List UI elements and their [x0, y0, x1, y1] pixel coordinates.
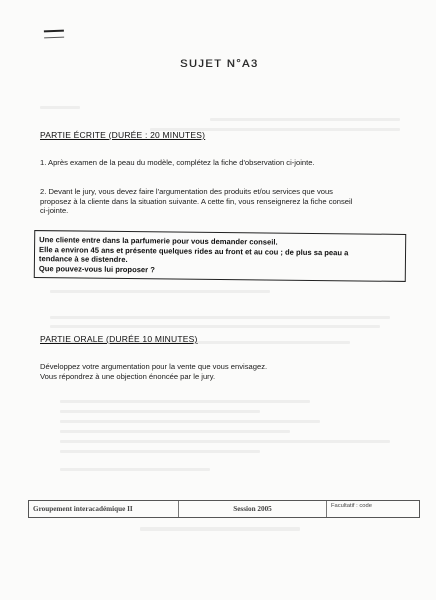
written-item-2	[40, 187, 412, 216]
oral-instructions	[40, 362, 410, 381]
bleed-through-line	[210, 118, 400, 121]
written-item-2-line: 2. Devant le jury, vous devez faire l'argumentation des produits et/ou services que vous	[40, 187, 333, 196]
bleed-through-line	[60, 410, 260, 413]
footer-session: Session 2005	[179, 501, 327, 517]
situation-box	[34, 230, 406, 282]
situation-line: Elle a environ 45 ans et présente quelques rides au front et au cou ; de plus sa peau a	[39, 244, 349, 257]
bleed-through-line	[60, 468, 210, 471]
written-item-2-line: proposez à la cliente dans la situation suivante. A cette fin, vous renseignerez la fiche conseil	[40, 196, 353, 206]
bleed-through-line	[50, 316, 390, 319]
bleed-through-line	[40, 106, 80, 109]
written-item-1: 1. Après examen de la peau du modèle, complétez la fiche d'observation ci-jointe.	[40, 158, 315, 167]
bleed-through-line	[140, 527, 300, 531]
bleed-through-line	[60, 450, 260, 453]
situation-line: tendance à se distendre.	[38, 254, 128, 265]
footer-optional-code: Facultatif : code	[331, 503, 372, 509]
footer-table	[28, 500, 420, 518]
bleed-through-line	[50, 325, 380, 328]
oral-line: Vous répondrez à une objection énoncée par le jury.	[40, 371, 216, 381]
page-title: SUJET N°A3	[180, 58, 259, 70]
oral-line: Développez votre argumentation pour la vente que vous envisagez.	[40, 362, 268, 371]
bleed-through-line	[60, 440, 390, 443]
bleed-through-line	[60, 420, 320, 423]
bleed-through-line	[60, 430, 290, 433]
oral-part-heading: PARTIE ORALE (DURÉE 10 MINUTES)	[40, 334, 198, 344]
written-item-2-line: ci-jointe.	[40, 206, 69, 215]
handwritten-mark	[44, 30, 64, 39]
situation-line: Que pouvez-vous lui proposer ?	[38, 263, 155, 275]
bleed-through-line	[60, 400, 310, 403]
footer-group: Groupement interacadémique II	[29, 501, 179, 517]
situation-line: Une cliente entre dans la parfumerie pour vous demander conseil.	[39, 235, 278, 247]
bleed-through-line	[50, 290, 270, 293]
written-part-heading: PARTIE ÉCRITE (DURÉE : 20 MINUTES)	[40, 130, 206, 140]
